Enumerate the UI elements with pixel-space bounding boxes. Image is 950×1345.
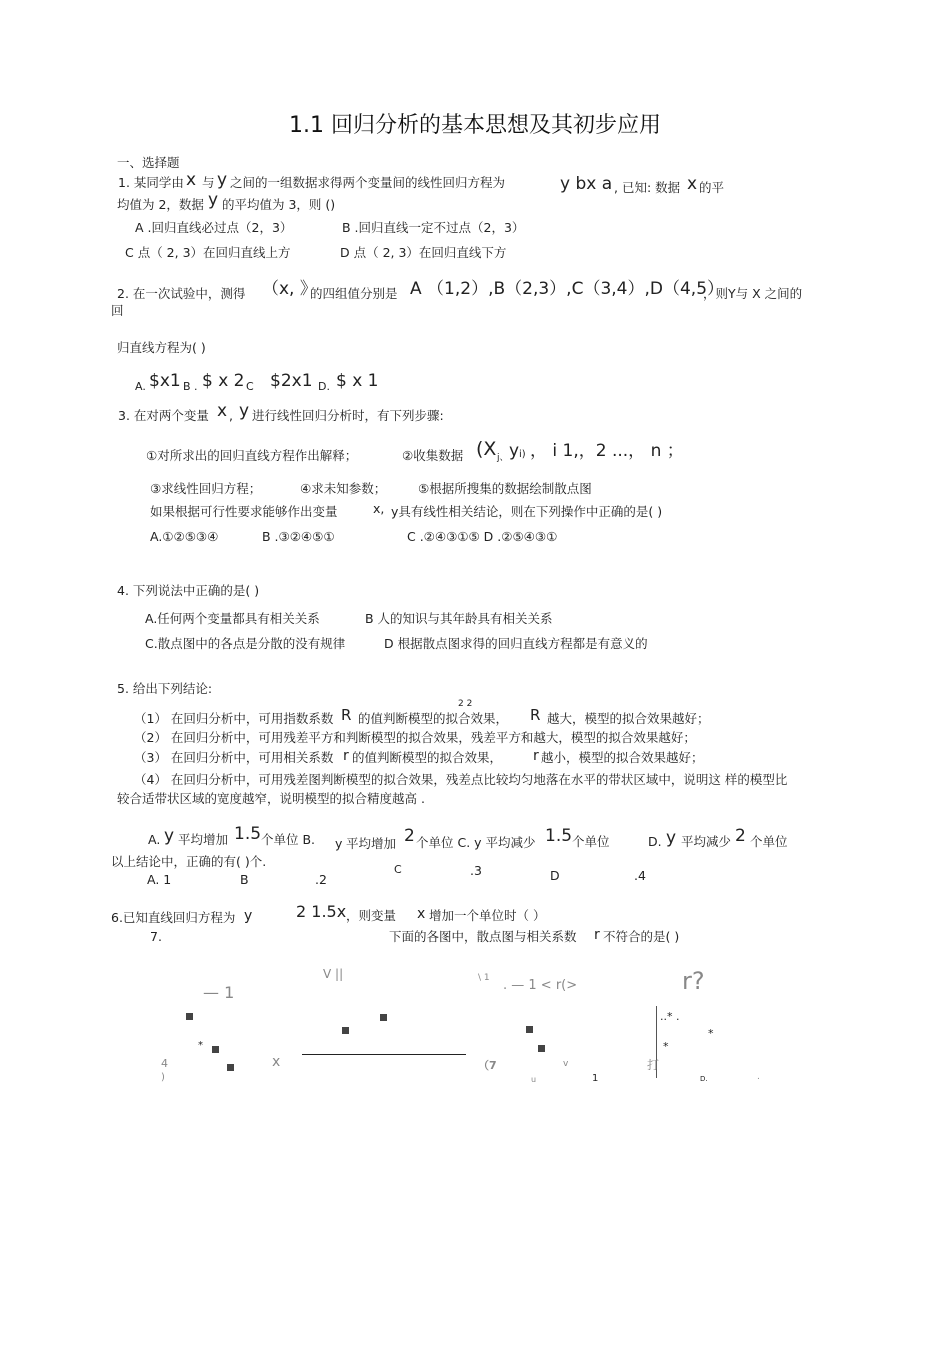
q2-option-a: $x1 <box>149 371 181 391</box>
q2-option-c: $2x1 <box>270 371 313 391</box>
q3-condition: 如果根据可行性要求能够作出变量 <box>150 504 338 519</box>
q1-ping: 的平 <box>699 180 725 195</box>
q5-stem: 5. 给出下列结论: <box>117 681 213 696</box>
q5-c2: （2） 在回归分析中，可用残差平方和判断模型的拟合效果，残差平方和越大，模型的拟合效果越好； <box>134 730 696 745</box>
q6-option-a-inc: 平均增加 <box>178 832 229 847</box>
q3-step-2-rest: ， i 1,，2 ...， n ； <box>530 441 684 461</box>
q1-stem-b: 之间的一组数据求得两个变量间的线性回归方程为 <box>230 175 506 190</box>
figure-d-star: * <box>708 1027 714 1040</box>
q2-option-a-label: A. <box>135 380 146 393</box>
figure-c-point <box>538 1045 545 1052</box>
q5-c1-b: 的值判断模型的拟合效果， <box>358 711 509 726</box>
q3-var-x: x <box>217 401 228 421</box>
q1-stem: 1. 某同学由 <box>118 175 184 190</box>
q6-option-c-unit: 个单位 <box>572 834 610 849</box>
q5-option-a: A. 1 <box>147 872 172 887</box>
q5-c3-c: 越小，模型的拟合效果越好； <box>541 750 704 765</box>
figure-c-paren: （7 <box>478 1059 497 1072</box>
figure-d-label: r? <box>682 967 705 995</box>
page-title: 1.1 回归分析的基本思想及其初步应用 <box>289 113 661 138</box>
q6-option-a-label: A. <box>148 832 161 847</box>
q2-option-c-label: C <box>246 380 254 393</box>
q7-r: r <box>594 927 600 943</box>
q5-c1-c: 越大，模型的拟合效果越好； <box>547 711 710 726</box>
q3-condition-b: y具有线性相关结论，则在下列操作中正确的是( ) <box>391 504 663 519</box>
figure-d-mark: 打 <box>647 1058 660 1072</box>
q6-rest: ，则变量 <box>346 908 397 923</box>
figure-b-point <box>342 1027 349 1034</box>
figure-c-label: . — 1 < r(> <box>503 978 578 993</box>
q2-stem: 2. 在一次试验中，测得 <box>117 286 246 301</box>
figure-a-x-label: x <box>272 1054 281 1070</box>
q3-stem-b: 进行线性回归分析时，有下列步骤: <box>252 408 444 423</box>
q3-step-2-y: y <box>509 441 520 461</box>
q3-step-2-sub: j、 <box>497 453 509 463</box>
figure-d-star: * <box>663 1040 669 1053</box>
q1-var-x2: x <box>687 174 698 194</box>
q2-option-b: $ x 2 <box>202 371 245 391</box>
q4-option-d: D 根据散点图求得的回归直线方程都是有意义的 <box>384 636 648 651</box>
q3-step-2: ②收集数据 <box>402 448 464 463</box>
q1-line2: 均值为 2，数据 <box>117 197 204 212</box>
q6-option-b-inc: 平均增加 <box>346 836 397 851</box>
figure-a-paren: ) <box>161 1072 165 1083</box>
q4-option-c: C.散点图中的各点是分散的没有规律 <box>145 636 346 651</box>
q5-option-b: B <box>240 872 249 887</box>
q6-option-a-val: 1.5 <box>234 824 262 844</box>
figure-a-star: * <box>198 1040 203 1051</box>
q3-step-5: ⑤根据所搜集的数据绘制散点图 <box>418 481 592 496</box>
q2-option-d: $ x 1 <box>336 371 379 391</box>
q3-step-2-sub2: i) <box>519 449 526 460</box>
q5-conclusion: 以上结论中，正确的有( )个. <box>111 854 267 869</box>
q7-number: 7. <box>150 929 162 944</box>
q1-option-a: A .回归直线必过点（2，3） <box>135 220 293 235</box>
q5-c1-R2: R <box>530 706 541 724</box>
q3-stem: 3. 在对两个变量 <box>118 408 209 423</box>
q1-option-d: D 点（ 2, 3）在回归直线下方 <box>340 245 507 260</box>
q2-points: A （1,2）,B（2,3）,C（3,4）,D（4,5） <box>410 279 725 299</box>
q6-option-d-dec: 平均减少 <box>681 834 732 849</box>
q6-option-a-unit: 个单位 B. <box>261 832 316 847</box>
figure-c-v: v <box>563 1059 569 1069</box>
figure-a-point <box>186 1013 193 1020</box>
q2-line2: 归直线方程为( ) <box>117 340 206 355</box>
q4-option-a: A.任何两个变量都具有相关关系 <box>145 611 320 626</box>
figure-d-stars: ..* . <box>660 1010 680 1023</box>
q2-stem-c: ，则Y与 X 之间的 <box>703 286 803 301</box>
q5-option-c-val: .3 <box>470 863 482 878</box>
q3-comma: , <box>229 408 233 423</box>
q5-c3-b: 的值判断模型的拟合效果， <box>352 750 503 765</box>
q6-x: x <box>417 906 426 922</box>
q5-option-d: D <box>550 868 560 883</box>
q6-equation: 2 1.5x <box>296 902 347 921</box>
q1-option-b: B .回归直线一定不过点（2，3） <box>342 220 525 235</box>
q6-option-c-val: 1.5 <box>545 826 573 846</box>
q6-option-d-label: D. <box>648 834 662 849</box>
section-heading: 一、选择题 <box>117 155 180 170</box>
figure-a-point <box>212 1046 219 1053</box>
q6-option-a-y: y <box>164 826 175 846</box>
q2-stem-b: 的四组值分别是 <box>310 286 398 301</box>
q1-known: , 已知: 数据 <box>614 180 681 195</box>
figure-c-point <box>526 1026 533 1033</box>
q6-option-b-y: y <box>335 836 343 851</box>
q5-c4: （4） 在回归分析中，可用残差图判断模型的拟合效果，残差点比较均匀地落在水平的带状区域中，说明这 样的模型比 <box>134 772 788 787</box>
q2-option-b-label: B . <box>183 380 198 393</box>
q5-c1-R: R <box>341 706 352 724</box>
q3-option-cd: C .②④③①⑤ D .②⑤④③① <box>407 529 558 544</box>
q6-option-d-y: y <box>666 828 677 848</box>
q3-step-4: ④求未知参数； <box>300 481 387 496</box>
q3-step-1: ①对所求出的回归直线方程作出解释； <box>146 448 358 463</box>
q1-with: 与 <box>202 175 215 190</box>
q4-stem: 4. 下列说法中正确的是( ) <box>117 583 260 598</box>
figure-c-slash: \ 1 <box>478 973 490 983</box>
q7-stem: 下面的各图中，散点图与相关系数 <box>389 929 577 944</box>
q5-option-b-val: .2 <box>315 872 327 887</box>
q1-option-c: C 点（ 2, 3）在回归直线上方 <box>125 245 291 260</box>
figure-c-u: u <box>531 1075 537 1084</box>
q1-var-x: x <box>186 170 197 190</box>
figure-a-dash: — 1 <box>203 983 235 1002</box>
q6-rest2: 增加一个单位时（ ） <box>429 908 546 923</box>
q5-c3: （3） 在回归分析中，可用相关系数 <box>134 750 334 765</box>
q3-step-2-x: (X <box>476 438 497 460</box>
q1-line2b: 的平均值为 3，则 () <box>222 197 336 212</box>
figure-c-one: 1 <box>592 1073 599 1084</box>
q1-var-y2: y <box>208 190 219 210</box>
q6-option-d-val: 2 <box>735 826 746 846</box>
figure-a-point <box>227 1064 234 1071</box>
q5-c3-r2: r <box>533 748 539 764</box>
q7-stem-b: 不符合的是( ) <box>603 929 680 944</box>
q1-var-y: y <box>217 170 228 190</box>
q6-option-b-val: 2 <box>404 826 415 846</box>
q5-option-c: C <box>394 863 402 876</box>
figure-d-dot: . <box>757 1072 760 1082</box>
q2-pair: （x, 》 <box>262 279 317 299</box>
figure-b-point <box>380 1014 387 1021</box>
q3-option-a: A.①②⑤③④ <box>150 529 219 544</box>
q1-equation: y bx a <box>560 174 613 194</box>
q6-option-d-unit: 个单位 <box>750 834 788 849</box>
q5-c3-r: r <box>343 748 349 764</box>
figure-b-label: V || <box>323 967 344 981</box>
q5-c1: （1） 在回归分析中，可用指数系数 <box>134 711 334 726</box>
q5-superscript: 2 2 <box>458 699 473 709</box>
q3-option-b: B .③②④⑤① <box>262 529 335 544</box>
q5-option-d-val: .4 <box>634 868 646 883</box>
q6-stem: 6.已知直线回归方程为 <box>111 910 236 925</box>
q3-condition-x: x, <box>373 501 385 516</box>
q2-hui: 回 <box>111 303 124 318</box>
q3-step-3: ③求线性回归方程； <box>150 481 262 496</box>
figure-d-letter: D. <box>700 1075 708 1083</box>
q6-option-b-unit: 个单位 C. y 平均减少 <box>416 835 536 850</box>
q5-c4b: 较合适带状区域的宽度越窄，说明模型的拟合精度越高 . <box>117 791 425 806</box>
q3-var-y: y <box>239 401 250 421</box>
q2-option-d-label: D. <box>318 380 330 393</box>
figure-b-axis <box>302 1054 466 1055</box>
q4-option-b: B 人的知识与其年龄具有相关关系 <box>365 611 553 626</box>
figure-a-num: 4 <box>161 1057 168 1070</box>
q6-y: y <box>244 908 253 924</box>
